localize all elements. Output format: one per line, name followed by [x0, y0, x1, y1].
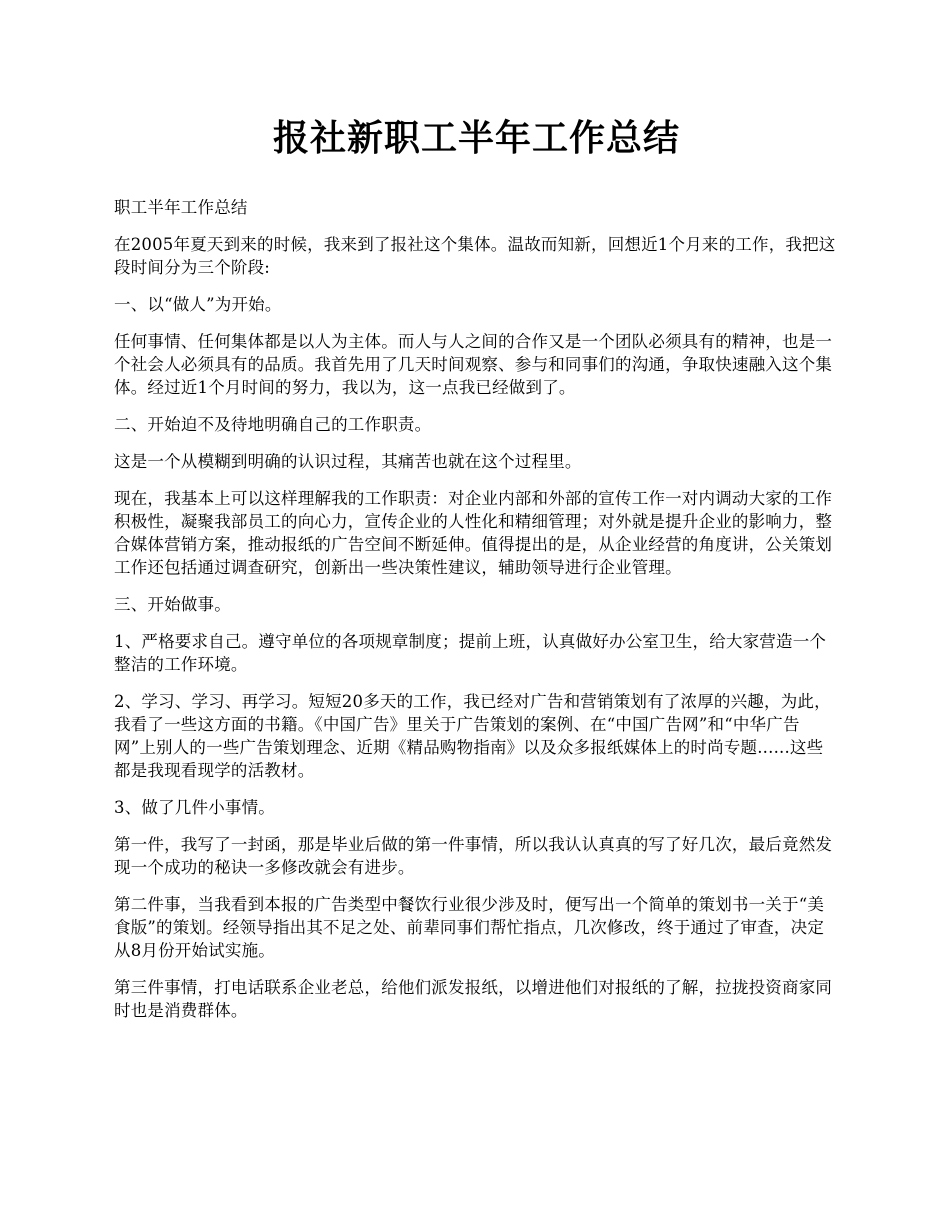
paragraph: 任何事情、任何集体都是以人为主体。而人与人之间的合作又是一个团队必须具有的精神，也是一个社会人必须具有的品质。我首先用了几天时间观察、参与和同事们的沟通，争取快速融入这个集体。经过近1个月时间的努力，我以为，这一点我已经做到了。 [114, 332, 833, 397]
section-heading-2: 二、开始迫不及待地明确自己的工作职责。 [114, 415, 432, 434]
paragraph: 第三件事情，打电话联系企业老总，给他们派发报纸，以增进他们对报纸的了解，拉拢投资商家同时也是消费群体。 [114, 978, 833, 1020]
document-page [114, 108, 839, 1036]
list-item: 3、做了几件小事情。 [114, 798, 275, 817]
list-item: 2、学习、学习、再学习。短短20多天的工作，我已经对广告和营销策划有了浓厚的兴趣，为此，我看了一些这方面的书籍。《中国广告》里关于广告策划的案例、在“中国广告网”和“中华广告网”上别人的一些广告策划理念、近期《精品购物指南》以及众多报纸媒体上的时尚专题......这些都是我现看现学的活教材。 [114, 692, 831, 780]
list-item: 1、严格要求自己。遵守单位的各项规章制度；提前上班，认真做好办公室卫生，给大家营造一个整洁的工作环境。 [114, 632, 827, 674]
section-heading-1: 一、以“做人”为开始。 [114, 295, 282, 314]
paragraph: 第二件事，当我看到本报的广告类型中餐饮行业很少涉及时，便写出一个简单的策划书一关于“美食版”的策划。经领导指出其不足之处、前辈同事们帮忙指点，几次修改，终于通过了审查，决定从8月份开始试实施。 [114, 895, 825, 960]
paragraph-intro: 在2005年夏天到来的时候，我来到了报社这个集体。温故而知新，回想近1个月来的工作，我把这段时间分为三个阶段: [114, 235, 836, 277]
paragraph: 第一件，我写了一封函，那是毕业后做的第一件事情，所以我认认真真的写了好几次，最后竟然发现一个成功的秘诀一多修改就会有进步。 [114, 835, 833, 877]
paragraph-subtitle: 职工半年工作总结 [114, 198, 248, 217]
document-title: 报社新职工半年工作总结 [272, 117, 680, 159]
paragraph: 这是一个从模糊到明确的认识过程，其痛苦也就在这个过程里。 [114, 452, 582, 471]
paragraph: 现在，我基本上可以这样理解我的工作职责：对企业内部和外部的宣传工作一对内调动大家的工作积极性，凝聚我部员工的向心力，宣传企业的人性化和精细管理；对外就是提升企业的影响力，整合媒体营销方案，推动报纸的广告空间不断延伸。值得提出的是，从企业经营的角度讲，公关策划工作还包括通过调查研究，创新出一些决策性建议，辅助领导进行企业管理。 [114, 489, 833, 577]
section-heading-3: 三、开始做事。 [114, 595, 231, 614]
